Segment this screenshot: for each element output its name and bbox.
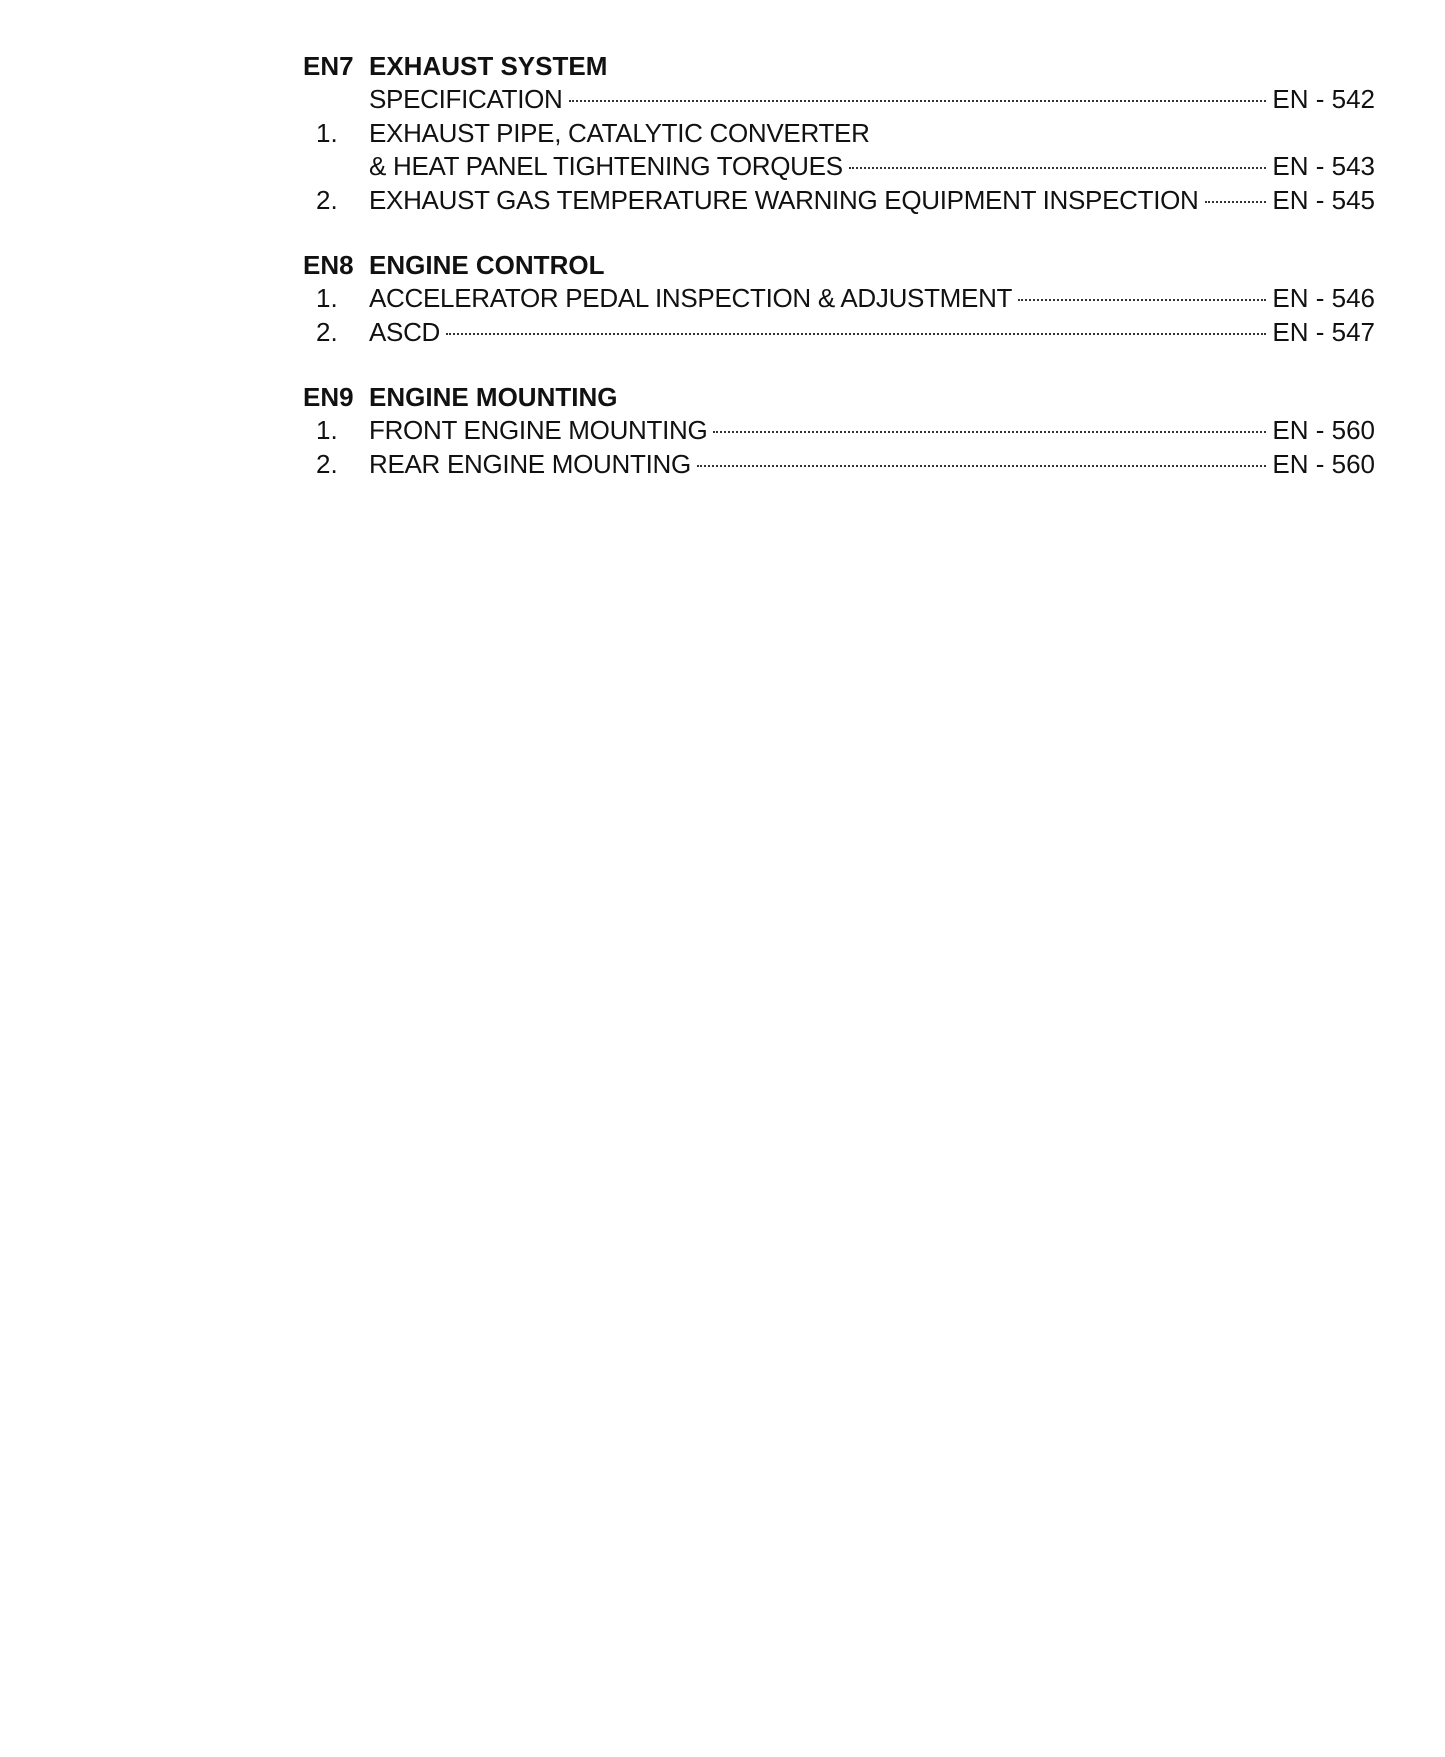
entry-title: ACCELERATOR PEDAL INSPECTION & ADJUSTMENT	[369, 283, 1013, 313]
toc-section-en7	[303, 50, 1375, 217]
dot-leader	[697, 465, 1266, 467]
toc-entry[interactable]	[303, 414, 1375, 448]
dot-leader	[1018, 299, 1266, 301]
entry-number: 2.	[316, 316, 338, 347]
entry-page: EN - 545	[1272, 184, 1375, 215]
entry-page: EN - 547	[1272, 316, 1375, 347]
entry-title: & HEAT PANEL TIGHTENING TORQUES	[369, 151, 843, 181]
entry-number: 2.	[316, 448, 338, 479]
section-heading	[303, 50, 1375, 83]
section-heading	[303, 249, 1375, 282]
section-code: EN9	[303, 382, 354, 412]
entry-page: EN - 542	[1272, 84, 1375, 114]
dot-leader	[569, 100, 1267, 102]
entry-title: EXHAUST PIPE, CATALYTIC CONVERTER	[369, 117, 870, 148]
dot-leader	[849, 167, 1267, 169]
table-of-contents	[303, 50, 1375, 513]
entry-title: FRONT ENGINE MOUNTING	[369, 415, 708, 445]
toc-entry[interactable]	[303, 83, 1375, 117]
toc-entry[interactable]	[303, 282, 1375, 316]
entry-page: EN - 546	[1272, 283, 1375, 313]
toc-entry[interactable]	[303, 448, 1375, 482]
entry-page: EN - 560	[1272, 415, 1375, 445]
entry-number: 1.	[316, 415, 338, 445]
section-title: EXHAUST SYSTEM	[369, 51, 608, 81]
section-title: ENGINE MOUNTING	[369, 382, 618, 412]
entry-number: 2.	[316, 184, 338, 215]
toc-entry[interactable]	[303, 117, 1375, 151]
toc-entry-continuation[interactable]	[303, 150, 1375, 184]
entry-title: SPECIFICATION	[369, 84, 563, 114]
entry-page: EN - 560	[1272, 448, 1375, 479]
dot-leader	[713, 431, 1266, 433]
entry-title: ASCD	[369, 316, 441, 347]
entry-number: 1.	[316, 117, 338, 148]
dot-leader	[446, 333, 1266, 335]
toc-section-en8	[303, 249, 1375, 349]
toc-entry[interactable]	[303, 184, 1375, 218]
entry-title: EXHAUST GAS TEMPERATURE WARNING EQUIPMENT INSPECTION	[369, 184, 1199, 215]
entry-title: REAR ENGINE MOUNTING	[369, 448, 691, 479]
toc-section-en9	[303, 381, 1375, 481]
section-heading	[303, 381, 1375, 414]
section-title: ENGINE CONTROL	[369, 250, 605, 280]
toc-entry[interactable]	[303, 316, 1375, 350]
dot-leader	[1205, 201, 1267, 203]
section-code: EN7	[303, 51, 354, 81]
entry-page: EN - 543	[1272, 151, 1375, 181]
section-code: EN8	[303, 250, 354, 280]
entry-number: 1.	[316, 283, 338, 313]
